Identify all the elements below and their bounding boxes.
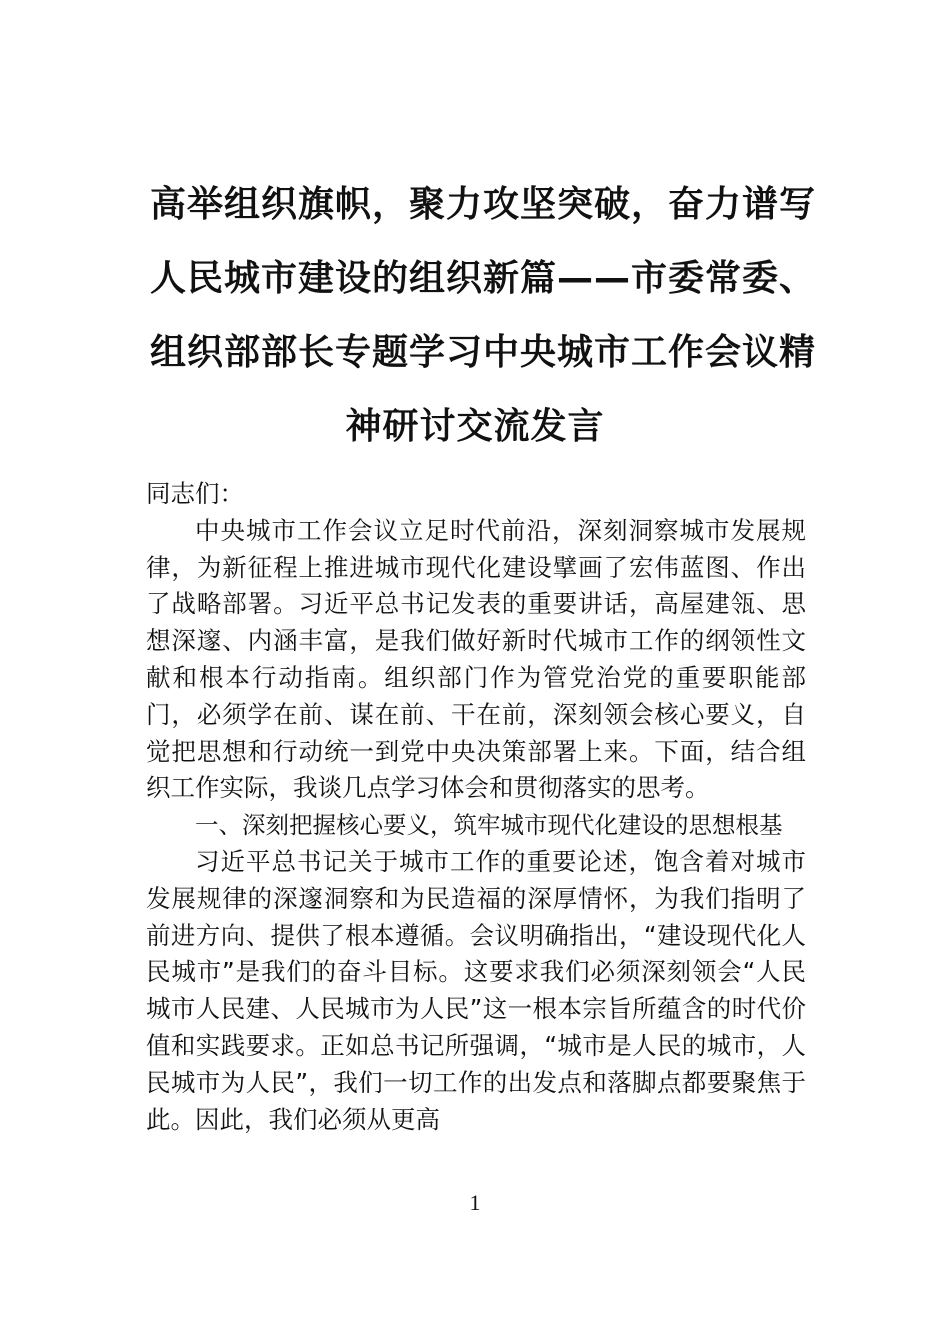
page-number: 1: [469, 1190, 481, 1215]
paragraph-intro: 中央城市工作会议立足时代前沿，深刻洞察城市发展规律，为新征程上推进城市现代化建设擘画了宏伟蓝图、作出了战略部署。习近平总书记发表的重要讲话，高屋建瓴、思想深邃、内涵丰富，是我们做好新时代城市工作的纲领性文献和根本行动指南。组织部门作为管党治党的重要职能部门，必须学在前、谋在前、干在前，深刻领会核心要义，自觉把思想和行动统一到党中央决策部署上来。下面，结合组织工作实际，我谈几点学习体会和贯彻落实的思考。: [146, 515, 806, 803]
title-line-2: 人民城市建设的组织新篇——市委常委、: [150, 258, 817, 299]
document-body: [146, 476, 806, 1138]
title-line-4: 神研讨交流发言: [345, 406, 605, 447]
title-line-3: 组织部部长专题学习中央城市工作会议精: [150, 332, 817, 373]
salutation: 同志们：: [146, 479, 244, 508]
document-title: [150, 168, 817, 464]
section-heading-1: 一、深刻把握核心要义，筑牢城市现代化建设的思想根基: [195, 811, 783, 840]
paragraph-section-1: 习近平总书记关于城市工作的重要论述，饱含着对城市发展规律的深邃洞察和为民造福的深厚情怀，为我们指明了前进方向、提供了根本遵循。会议明确指出，“建设现代化人民城市”是我们的奋斗目标。这要求我们必须深刻领会“人民城市人民建、人民城市为人民”这一根本宗旨所蕴含的时代价值和实践要求。正如总书记所强调，“城市是人民的城市，人民城市为人民”，我们一切工作的出发点和落脚点都要聚焦于此。因此，我们必须从更高: [146, 846, 806, 1134]
title-line-1: 高举组织旗帜，聚力攻坚突破，奋力谱写: [150, 184, 817, 225]
